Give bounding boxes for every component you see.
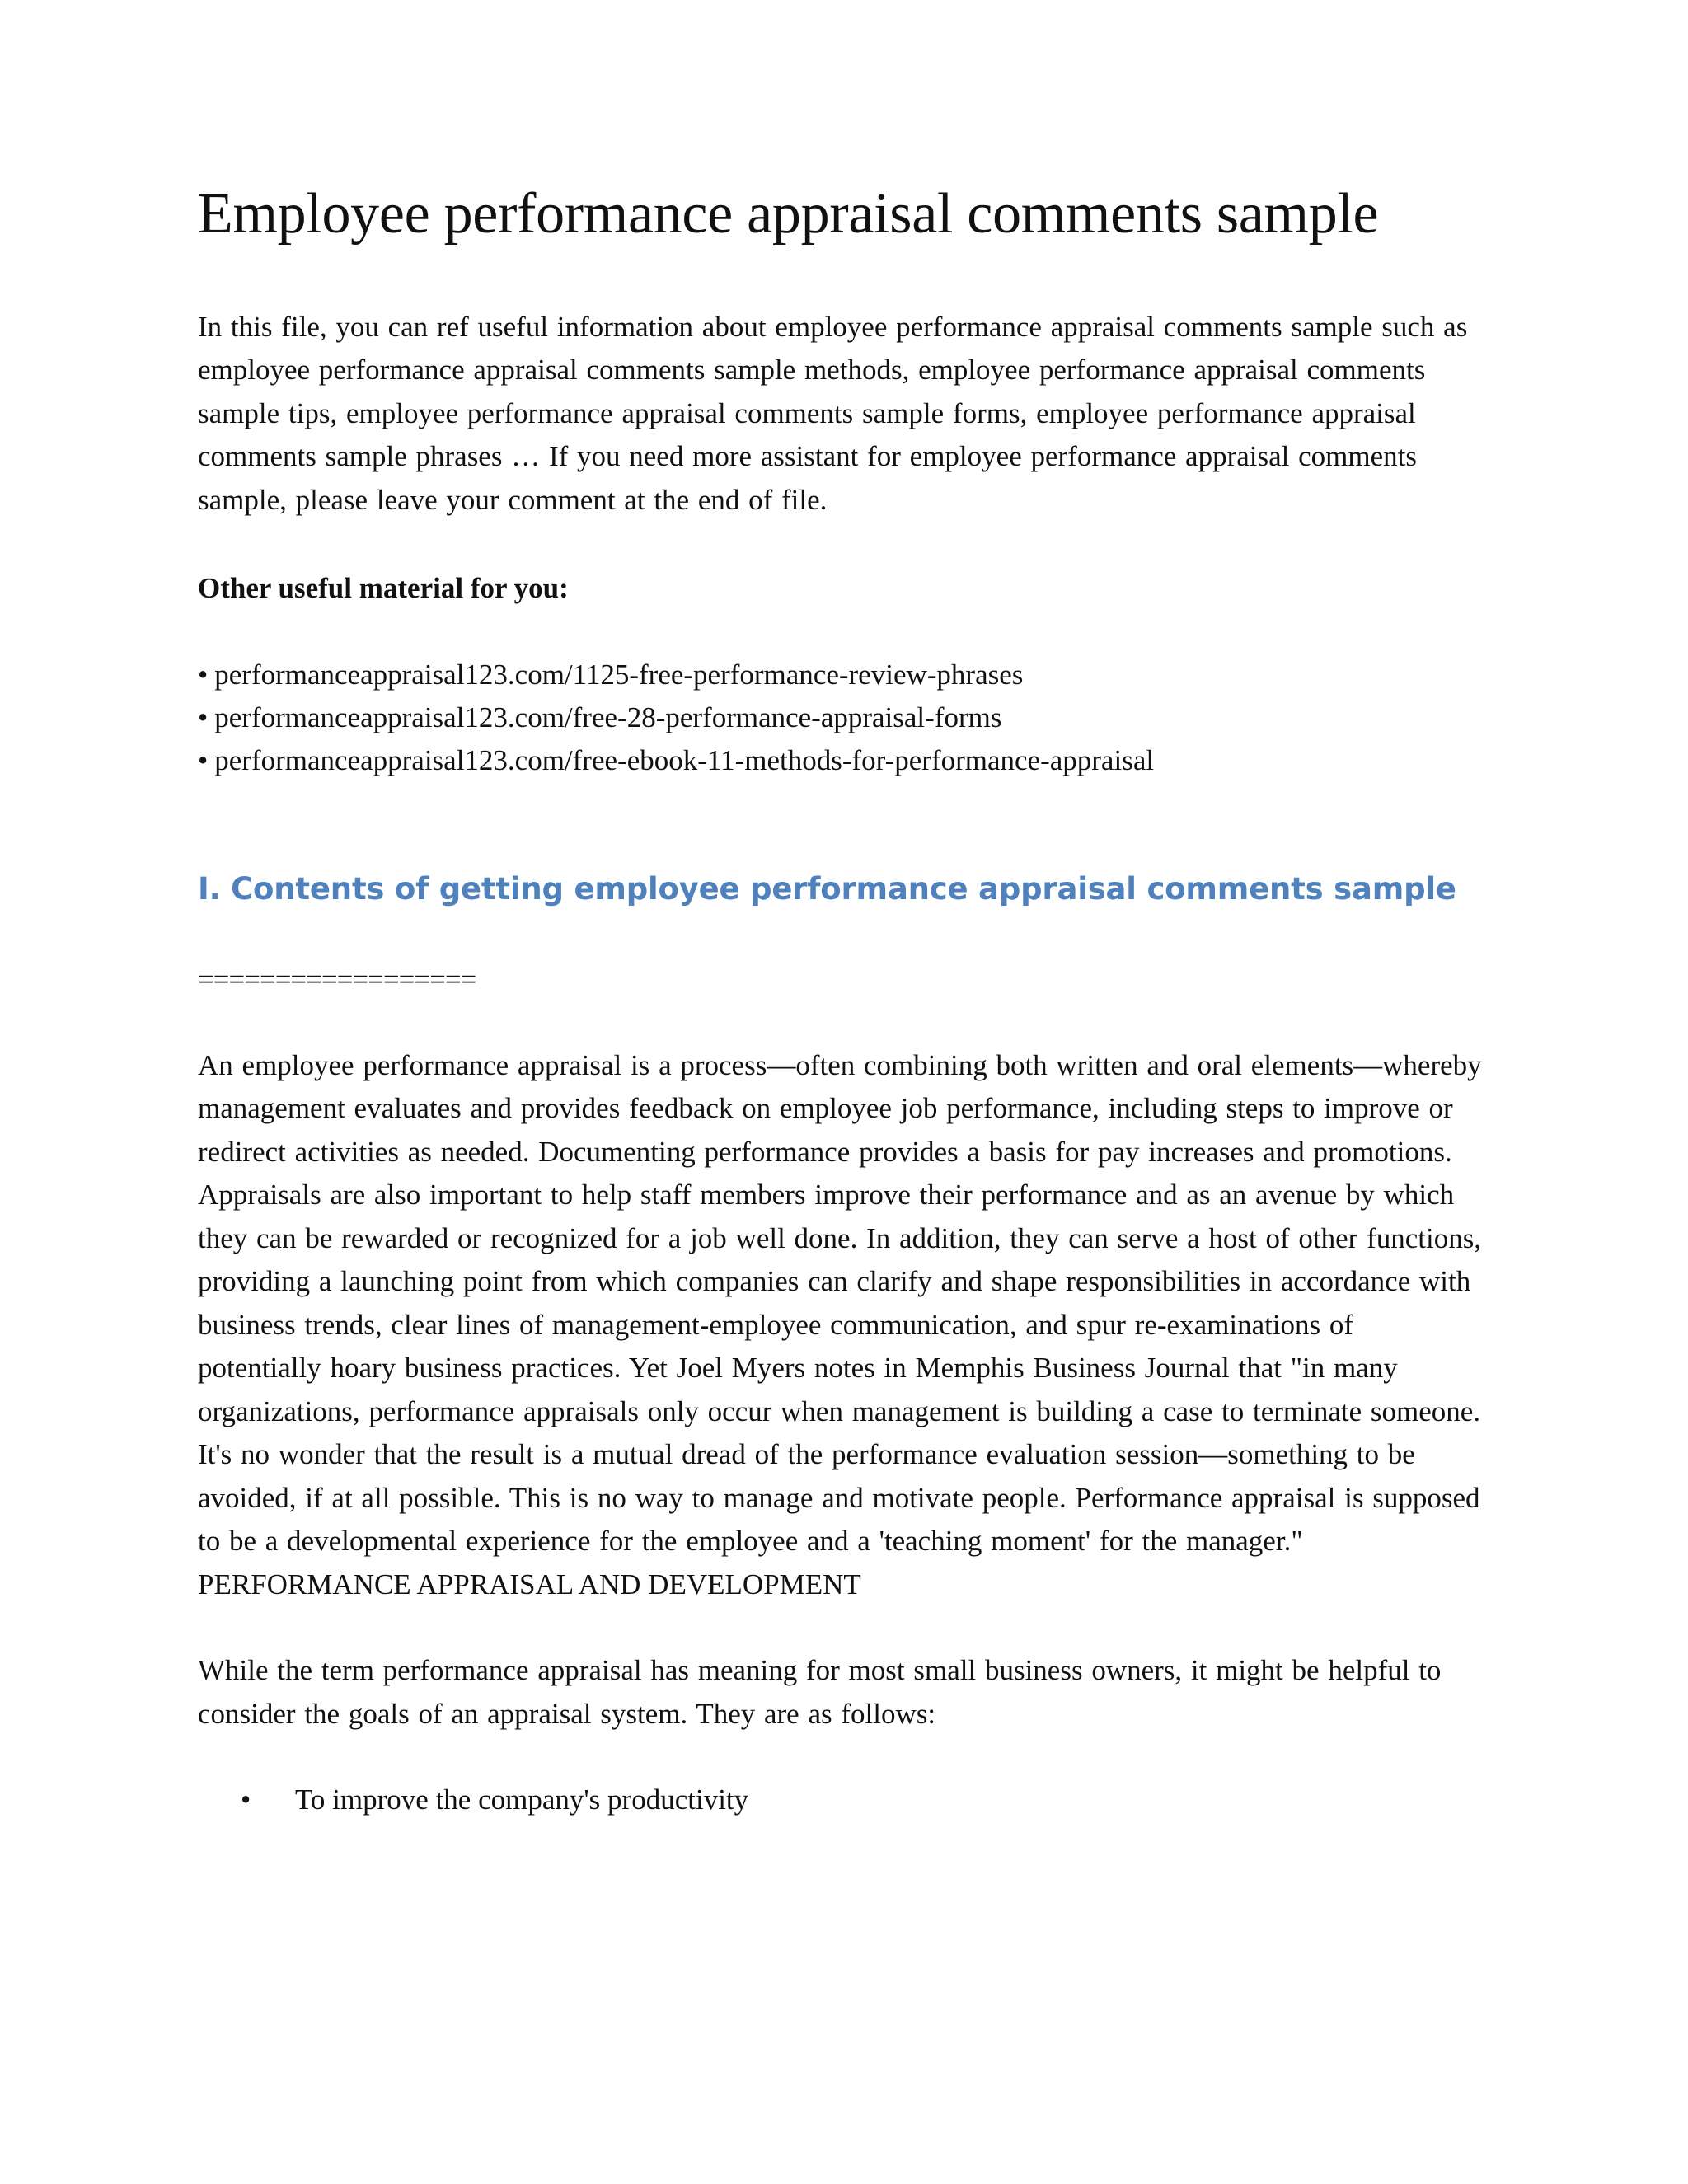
bullet-icon: •	[198, 658, 209, 691]
section-body-paragraph: An employee performance appraisal is a process—often combining both written and oral elements—whereby management evaluates and provides feedback on employee job performance, including steps to improve or redirect activities as needed. Documenting performance provides a basis for pay increases and promotions. Appraisals are also important to help staff members improve their performance and as an avenue by which they can be rewarded or recognized for a job well done. In addition, they can serve a host of other functions, providing a launching point from which companies can clarify and shape responsibilities in accordance with business trends, clear lines of management-employee communication, and spur re-examinations of potentially hoary business practices. Yet Joel Myers notes in Memphis Business Journal that "in many organizations, performance appraisals only occur when management is building a case to terminate someone. It's no wonder that the result is a mutual dread of the performance evaluation session—something to be avoided, if at all possible. This is no way to manage and motivate people. Performance appraisal is supposed to be a developmental experience for the employee and a 'teaching moment' for the manager."	[198, 1048, 1482, 1558]
bullet-icon: •	[198, 701, 209, 733]
section-divider: ==================	[198, 963, 476, 996]
goals-intro-paragraph: While the term performance appraisal has meaning for most small business owners, it might be helpful to consider the goals of an appraisal system. They are as follows:	[198, 1654, 1442, 1730]
useful-link-text[interactable]: performanceappraisal123.com/1125-free-performance-review-phrases	[214, 658, 1024, 691]
goal-text: To improve the company's productivity	[295, 1783, 749, 1816]
useful-link-text[interactable]: performanceappraisal123.com/free-28-performance-appraisal-forms	[214, 701, 1002, 733]
section-subheading: PERFORMANCE APPRAISAL AND DEVELOPMENT	[198, 1568, 861, 1601]
goals-list	[198, 1779, 1484, 1821]
bullet-icon: •	[198, 743, 209, 776]
other-material-heading: Other useful material for you:	[198, 572, 569, 604]
useful-link-text[interactable]: performanceappraisal123.com/free-ebook-11-methods-for-performance-appraisal	[214, 743, 1155, 776]
intro-paragraph: In this file, you can ref useful information about employee performance appraisal comments sample such as employee performance appraisal comments sample methods, employee performance appraisal comments sample tips, employee performance appraisal comments sample forms, employee performance appraisal comments sample phrases … If you need more assistant for employee performance appraisal comments sample, please leave your comment at the end of file.	[198, 310, 1468, 516]
bullet-icon: •	[241, 1783, 251, 1816]
document-page	[198, 181, 1484, 1821]
useful-link-item[interactable]	[198, 696, 1484, 739]
useful-link-item[interactable]	[198, 654, 1484, 696]
useful-link-item[interactable]	[198, 739, 1484, 782]
useful-links-list	[198, 654, 1484, 782]
document-title: Employee performance appraisal comments sample	[198, 182, 1379, 246]
goal-list-item	[198, 1779, 1484, 1821]
section-heading: I. Contents of getting employee performance appraisal comments sample	[198, 870, 1456, 907]
